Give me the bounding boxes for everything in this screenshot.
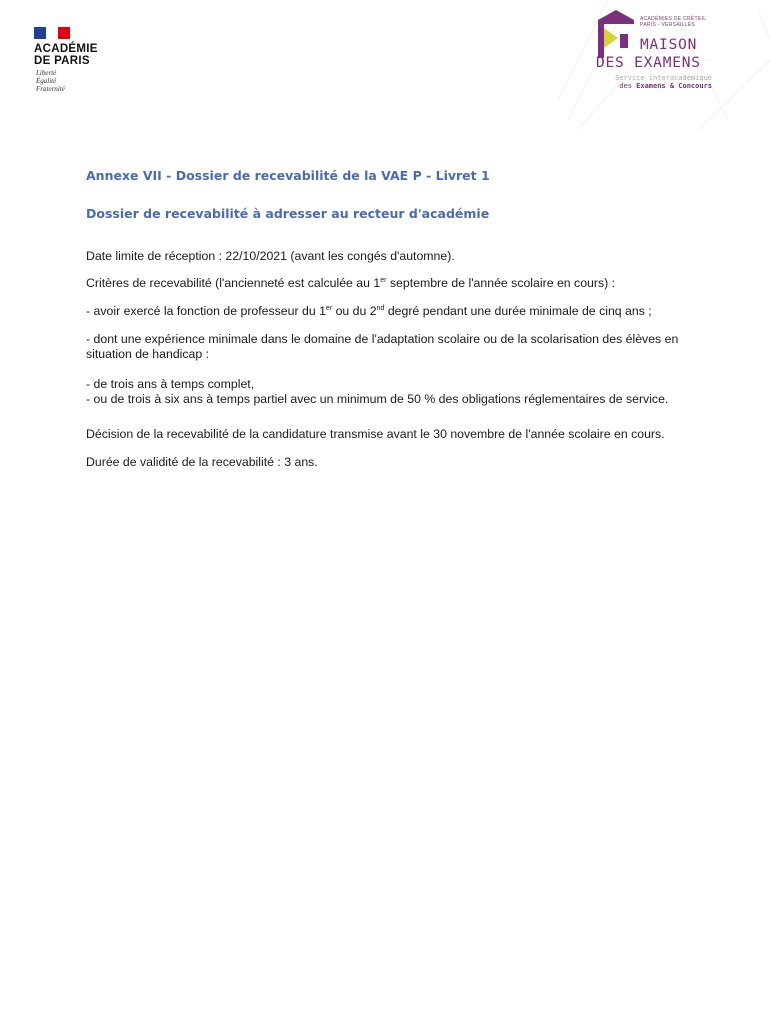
avoir-part2: ou du 2 [332,304,377,318]
dossier-heading: Dossier de recevabilité à adresser au recteur d'académie [86,206,490,221]
maison-des-examens-logo [558,0,770,130]
maison-subtitle-line2 [619,82,712,90]
academie-motto [36,69,65,93]
motto-fraternite: Fraternité [36,85,65,93]
academie-paris-logo [34,27,124,97]
decision-text: Décision de la recevabilité de la candidature transmise avant le 30 novembre de l'année scolaire en cours. [86,427,665,441]
experience-minimale-text: - dont une expérience minimale dans le domaine de l'adaptation scolaire ou de la scolarisation des élèves en situation de handicap : [86,332,679,361]
motto-liberte: Liberté [36,69,57,77]
criteres-text [86,276,716,291]
avoir-sup1: er [325,305,333,312]
maison-title-line1: MAISON [640,37,698,53]
avoir-part3: degré pendant une durée minimale de cinq ans ; [384,304,652,318]
annex-heading: Annexe VII - Dossier de recevabilité de la VAE P - Livret 1 [86,168,490,183]
avoir-sup2: nd [376,305,385,312]
date-limite-text: Date limite de réception : 22/10/2021 (avant les congés d'automne). [86,249,455,263]
subtitle-strong: Examens & Concours [636,82,712,90]
criteres-before: Critères de recevabilité (l'ancienneté est calculée au 1 [86,276,381,290]
criteres-sup: er [380,277,387,284]
avoir-part1: - avoir exercé la fonction de professeur du 1 [86,304,326,318]
academie-name-line1: ACADÉMIE [34,43,98,55]
subtitle-prefix: des [619,82,637,90]
trois-ans-text: - de trois ans à temps complet, [86,377,255,391]
maison-title-line2: DES EXAMENS [596,55,701,71]
house-icon [596,8,640,60]
six-ans-text: - ou de trois à six ans à temps partiel avec un minimum de 50 % des obligations réglementaires de service. [86,392,669,406]
avoir-exerce-text [86,304,716,319]
academies-caption-line2: PARIS - VERSAILLES [640,22,696,28]
maison-subtitle-line1: Service interacadémique [615,74,712,82]
french-flag-icon [34,27,70,39]
criteres-after: septembre de l'année scolaire en cours) : [386,276,616,290]
academie-name-line2: DE PARIS [34,55,90,67]
academies-caption-line1: ACADÉMIES DE CRÉTEIL [640,16,707,22]
duree-validite-text: Durée de validité de la recevabilité : 3 ans. [86,455,318,469]
motto-egalite: Égalité [36,77,57,85]
academie-name [34,43,98,67]
academies-caption [640,16,706,28]
